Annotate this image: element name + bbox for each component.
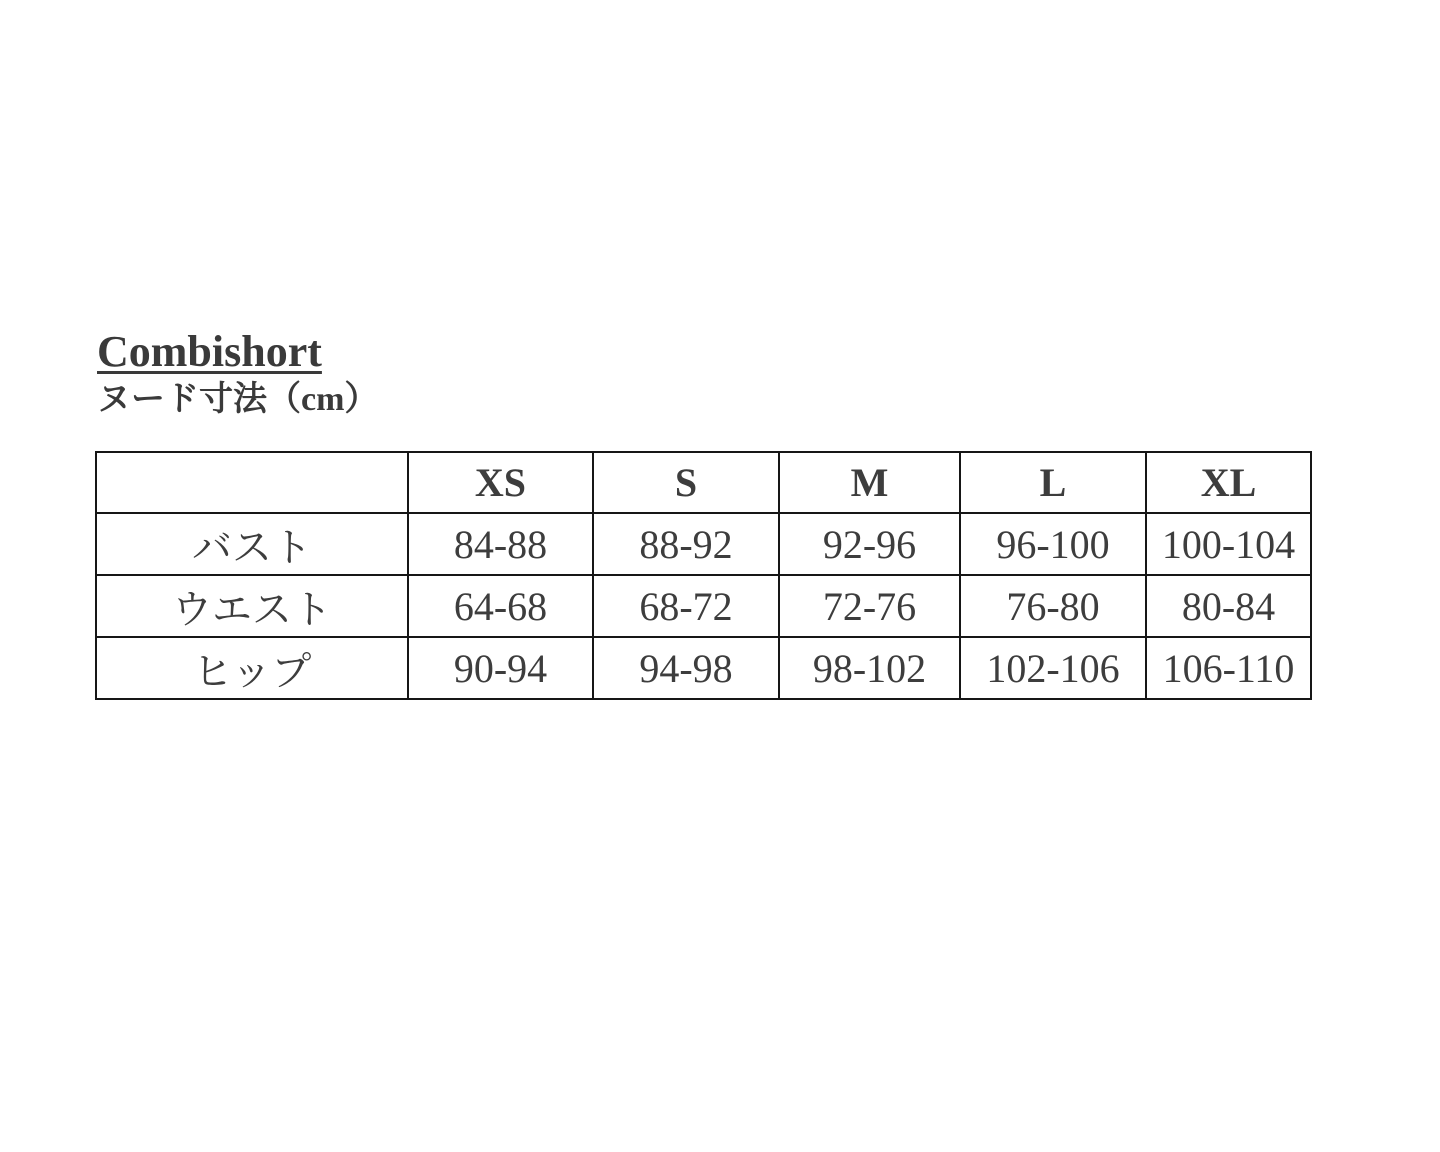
cell-waist-s: 68-72 <box>593 575 779 637</box>
row-label-waist: ウエスト <box>96 575 408 637</box>
size-chart-table <box>95 451 1312 700</box>
row-label-hip: ヒップ <box>96 637 408 699</box>
cell-waist-l: 76-80 <box>960 575 1146 637</box>
table-row-bust <box>96 513 1311 575</box>
cell-waist-m: 72-76 <box>779 575 960 637</box>
cell-bust-m: 92-96 <box>779 513 960 575</box>
cell-bust-xs: 84-88 <box>408 513 593 575</box>
cell-waist-xs: 64-68 <box>408 575 593 637</box>
table-row-waist <box>96 575 1311 637</box>
cell-hip-xl: 106-110 <box>1146 637 1311 699</box>
cell-bust-xl: 100-104 <box>1146 513 1311 575</box>
cell-hip-l: 102-106 <box>960 637 1146 699</box>
page-subtitle: ヌード寸法（cm） <box>97 381 379 418</box>
header-cell-empty <box>96 452 408 513</box>
cell-bust-s: 88-92 <box>593 513 779 575</box>
header-cell-xl: XL <box>1146 452 1311 513</box>
header-cell-m: M <box>779 452 960 513</box>
size-table-header-row <box>96 452 1311 513</box>
cell-hip-m: 98-102 <box>779 637 960 699</box>
table-row-hip <box>96 637 1311 699</box>
cell-bust-l: 96-100 <box>960 513 1146 575</box>
header-cell-l: L <box>960 452 1146 513</box>
cell-hip-s: 94-98 <box>593 637 779 699</box>
row-label-bust: バスト <box>96 513 408 575</box>
header-cell-xs: XS <box>408 452 593 513</box>
page-title: Combishort <box>97 327 322 376</box>
cell-waist-xl: 80-84 <box>1146 575 1311 637</box>
header-cell-s: S <box>593 452 779 513</box>
cell-hip-xs: 90-94 <box>408 637 593 699</box>
